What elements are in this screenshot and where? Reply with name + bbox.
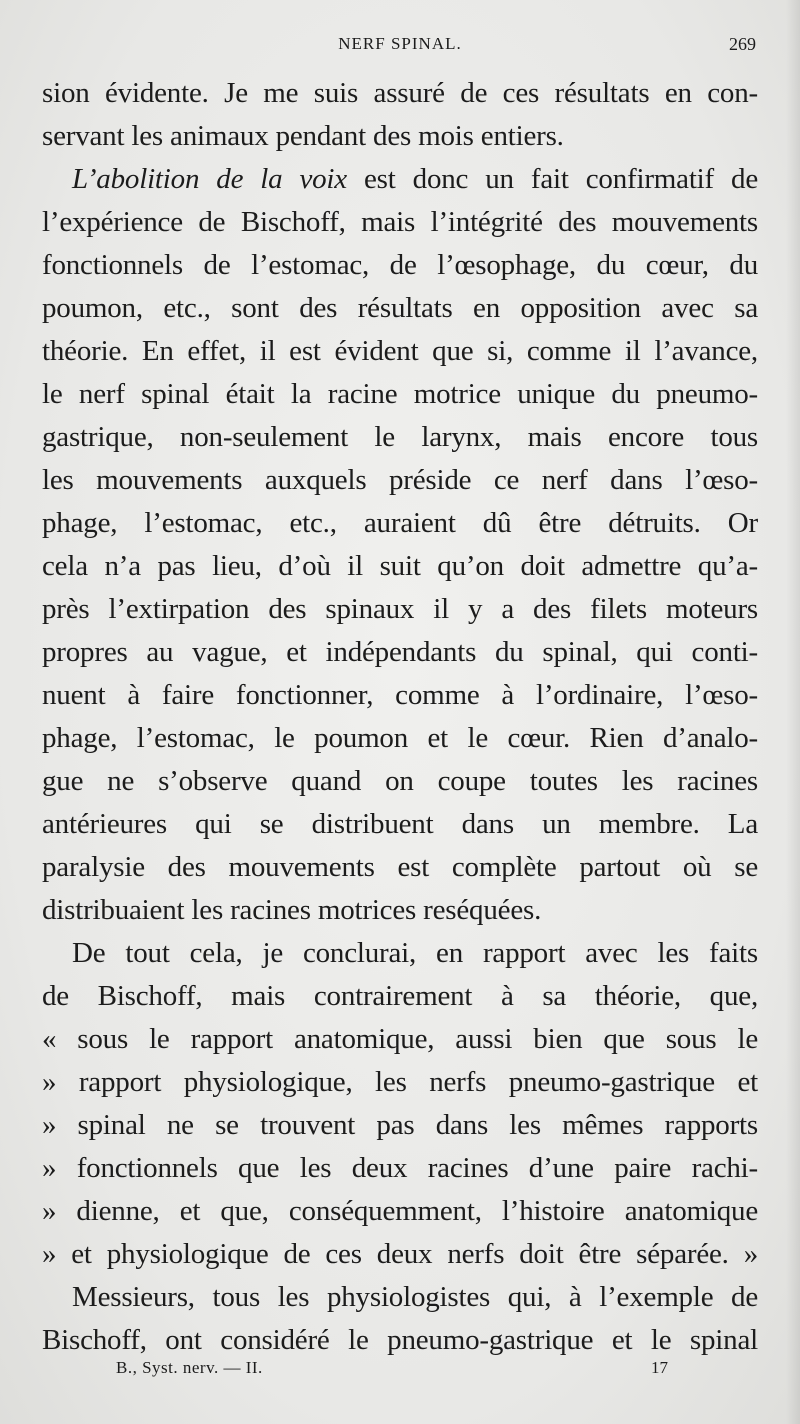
text-line xyxy=(42,158,758,201)
text-line: le nerf spinal était la racine motrice unique du pneumo- xyxy=(42,378,758,410)
running-title: NERF SPINAL. xyxy=(338,34,462,53)
text-line: » fonctionnels que les deux racines d’une paire rachi- xyxy=(42,1152,758,1184)
text-line: fonctionnels de l’estomac, de l’œsophage, du cœur, du xyxy=(42,249,758,281)
text-line: antérieures qui se distribuent dans un membre. La xyxy=(42,808,758,840)
text-line: distribuaient les racines motrices reséquées. xyxy=(42,894,542,926)
text-line: l’expérience de Bischoff, mais l’intégrité des mouvements xyxy=(42,206,758,238)
italic-phrase: L’abolition de la voix xyxy=(72,163,347,195)
text-line: poumon, etc., sont des résultats en opposition avec sa xyxy=(42,292,758,324)
text-line: propres au vague, et indépendants du spinal, qui conti- xyxy=(42,636,758,668)
page-edge-shadow xyxy=(786,0,800,1424)
text-line: phage, l’estomac, le poumon et le cœur. Rien d’analo- xyxy=(42,722,758,754)
text-line: de Bischoff, mais contrairement à sa théorie, que, xyxy=(42,980,758,1012)
text-line: » spinal ne se trouvent pas dans les mêmes rapports xyxy=(42,1109,758,1141)
text-line: phage, l’estomac, etc., auraient dû être détruits. Or xyxy=(42,507,758,539)
text-line-suffix: est donc un fait confirmatif de xyxy=(346,163,758,195)
text-line: » rapport physiologique, les nerfs pneumo-gastrique et xyxy=(42,1066,758,1098)
text-line: près l’extirpation des spinaux il y a des filets moteurs xyxy=(42,593,758,625)
text-line: gue ne s’observe quand on coupe toutes les racines xyxy=(42,765,758,797)
page-header xyxy=(0,30,800,70)
text-line: nuent à faire fonctionner, comme à l’ordinaire, l’œso- xyxy=(42,679,758,711)
text-line: Bischoff, ont considéré le pneumo-gastrique et le spinal xyxy=(42,1324,758,1356)
text-line: gastrique, non-seulement le larynx, mais encore tous xyxy=(42,421,758,453)
sheet-number: 17 xyxy=(651,1358,668,1377)
text-line: De tout cela, je conclurai, en rapport avec les faits xyxy=(72,937,758,969)
body-text xyxy=(42,72,758,1362)
text-line: théorie. En effet, il est évident que si, comme il l’avance, xyxy=(42,335,758,367)
text-line: » et physiologique de ces deux nerfs doit être séparée. » xyxy=(42,1238,758,1270)
text-line: les mouvements auxquels préside ce nerf dans l’œso- xyxy=(42,464,758,496)
text-line: cela n’a pas lieu, d’où il suit qu’on doit admettre qu’a- xyxy=(42,550,758,582)
text-line: servant les animaux pendant des mois entiers. xyxy=(42,120,564,152)
page-number: 269 xyxy=(729,34,756,54)
text-line: « sous le rapport anatomique, aussi bien que sous le xyxy=(42,1023,758,1055)
printer-signature: B., Syst. nerv. — II. xyxy=(116,1358,263,1377)
text-line: sion évidente. Je me suis assuré de ces résultats en con- xyxy=(42,77,758,109)
text-line: » dienne, et que, conséquemment, l’histoire anatomique xyxy=(42,1195,758,1227)
page-footer xyxy=(0,1358,800,1388)
text-line: paralysie des mouvements est complète partout où se xyxy=(42,851,758,883)
text-line: Messieurs, tous les physiologistes qui, à l’exemple de xyxy=(72,1281,758,1313)
